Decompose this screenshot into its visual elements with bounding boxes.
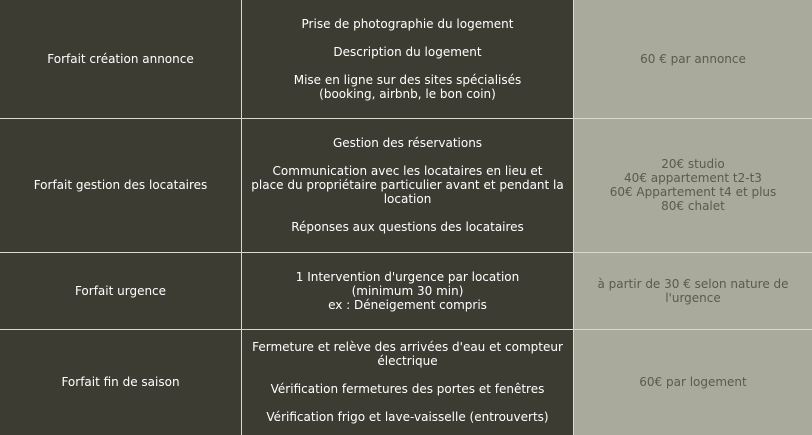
table-row-creation-annonce (0, 0, 812, 118)
table-row-gestion-locataires (0, 118, 812, 252)
forfait-name: Forfait fin de saison (0, 329, 242, 435)
forfait-description: Fermeture et relève des arrivées d'eau et compteur électrique Vérification fermetures des portes et fenêtres Vérification frigo et lave-vaisselle (entrouverts) (242, 329, 574, 435)
forfait-description: Prise de photographie du logement Description du logement Mise en ligne sur des sites spécialisés (booking, airbnb, le bon coin) (242, 0, 574, 118)
table-row-urgence (0, 252, 812, 329)
table-row-fin-de-saison (0, 329, 812, 435)
forfait-price: 60€ par logement (574, 329, 812, 435)
forfait-name: Forfait urgence (0, 252, 242, 329)
forfait-name: Forfait gestion des locataires (0, 118, 242, 252)
forfait-description: 1 Intervention d'urgence par location (minimum 30 min) ex : Déneigement compris (242, 252, 574, 329)
forfait-price: à partir de 30 € selon nature de l'urgence (574, 252, 812, 329)
forfait-price: 20€ studio 40€ appartement t2-t3 60€ Appartement t4 et plus 80€ chalet (574, 118, 812, 252)
forfait-name: Forfait création annonce (0, 0, 242, 118)
forfait-description: Gestion des réservations Communication avec les locataires en lieu et place du propriétaire particulier avant et pendant la location Réponses aux questions des locataires (242, 118, 574, 252)
forfait-price: 60 € par annonce (574, 0, 812, 118)
